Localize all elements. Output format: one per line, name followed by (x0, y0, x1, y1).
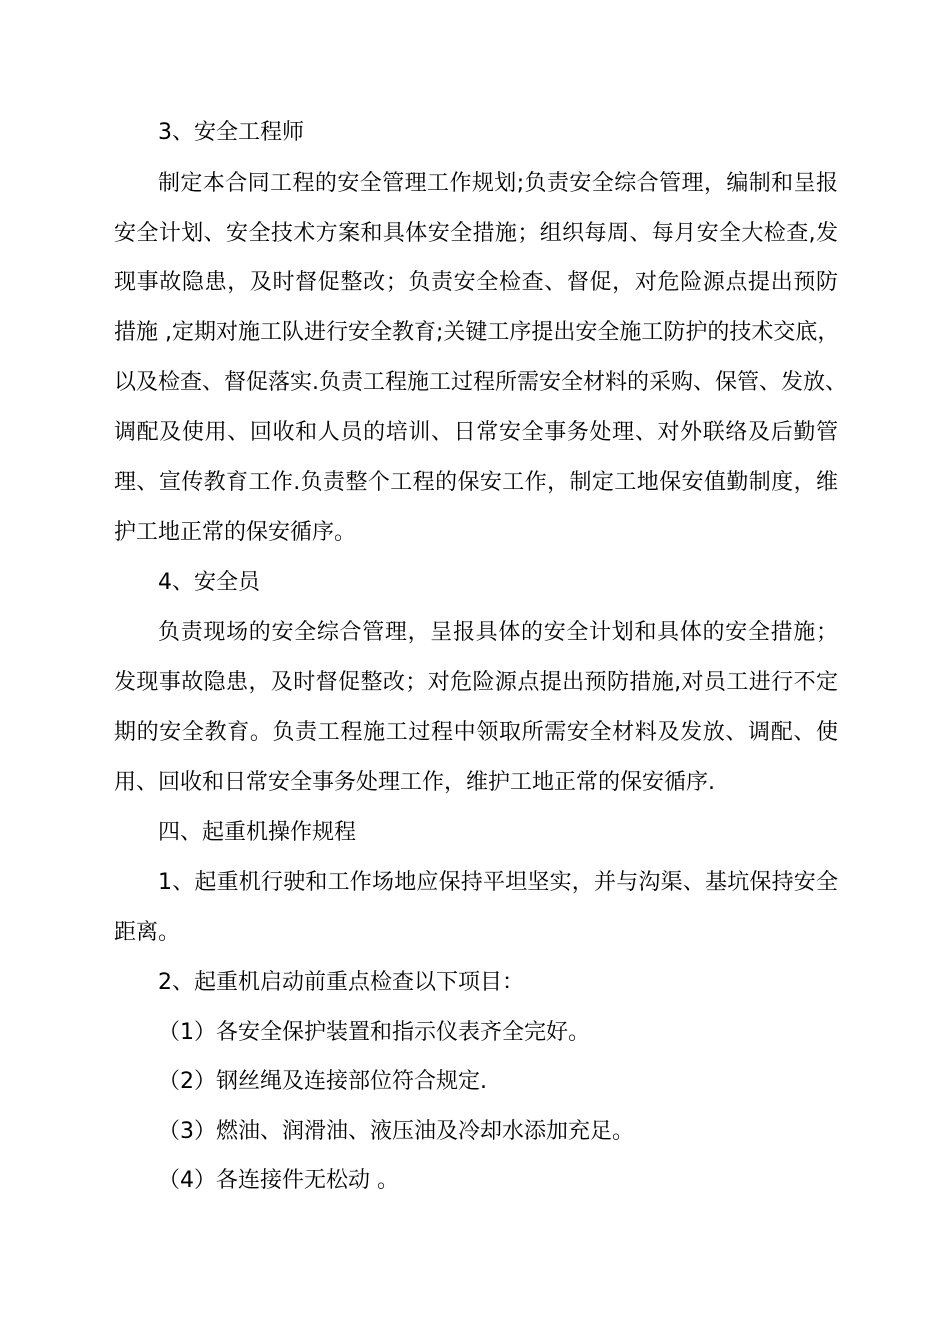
paragraph-line: 现事故隐患，及时督促整改；负责安全检查、督促，对危险源点提出预防 (114, 270, 838, 295)
paragraph-line: 措施 ,定期对施工队进行安全教育;关键工序提出安全施工防护的技术交底， (114, 320, 840, 345)
paragraph-line: 制定本合同工程的安全管理工作规划;负责安全综合管理，编制和呈报 (158, 171, 838, 196)
paragraph-line: 期的安全教育。负责工程施工过程中领取所需安全材料及发放、调配、使 (114, 720, 838, 745)
paragraph-line: 负责现场的安全综合管理，呈报具体的安全计划和具体的安全措施； (158, 620, 838, 645)
paragraph-line: 调配及使用、回收和人员的培训、日常安全事务处理、对外联络及后勤管 (114, 420, 838, 445)
heading-safety-engineer: 3、安全工程师 (158, 120, 304, 145)
paragraph-line: 安全计划、安全技术方案和具体安全措施；组织每周、每月安全大检查,发 (114, 221, 838, 246)
paragraph-line: 距离。 (114, 920, 181, 945)
paragraph-line: 理、宣传教育工作.负责整个工程的保安工作，制定工地保安值勤制度，维 (114, 470, 838, 495)
list-intro: 2、起重机启动前重点检查以下项目： (158, 970, 524, 995)
list-item: （4）各连接件无松动 。 (158, 1168, 399, 1193)
paragraph-line: 以及检查、督促落实.负责工程施工过程所需安全材料的采购、保管、发放、 (114, 370, 847, 395)
heading-crane-procedures: 四、起重机操作规程 (158, 820, 357, 845)
paragraph-line: 发现事故隐患，及时督促整改；对危险源点提出预防措施,对员工进行不定 (114, 670, 838, 695)
heading-safety-officer: 4、安全员 (158, 570, 260, 595)
paragraph-line: 护工地正常的保安循序。 (114, 520, 357, 545)
paragraph-line: 1、起重机行驶和工作场地应保持平坦坚实，并与沟渠、基坑保持安全 (158, 870, 838, 895)
list-item: （2）钢丝绳及连接部位符合规定. (158, 1069, 487, 1094)
paragraph-line: 用、回收和日常安全事务处理工作，维护工地正常的保安循序. (114, 770, 715, 795)
list-item: （1）各安全保护装置和指示仪表齐全完好。 (158, 1020, 590, 1045)
list-item: （3）燃油、润滑油、液压油及冷却水添加充足。 (158, 1119, 634, 1144)
